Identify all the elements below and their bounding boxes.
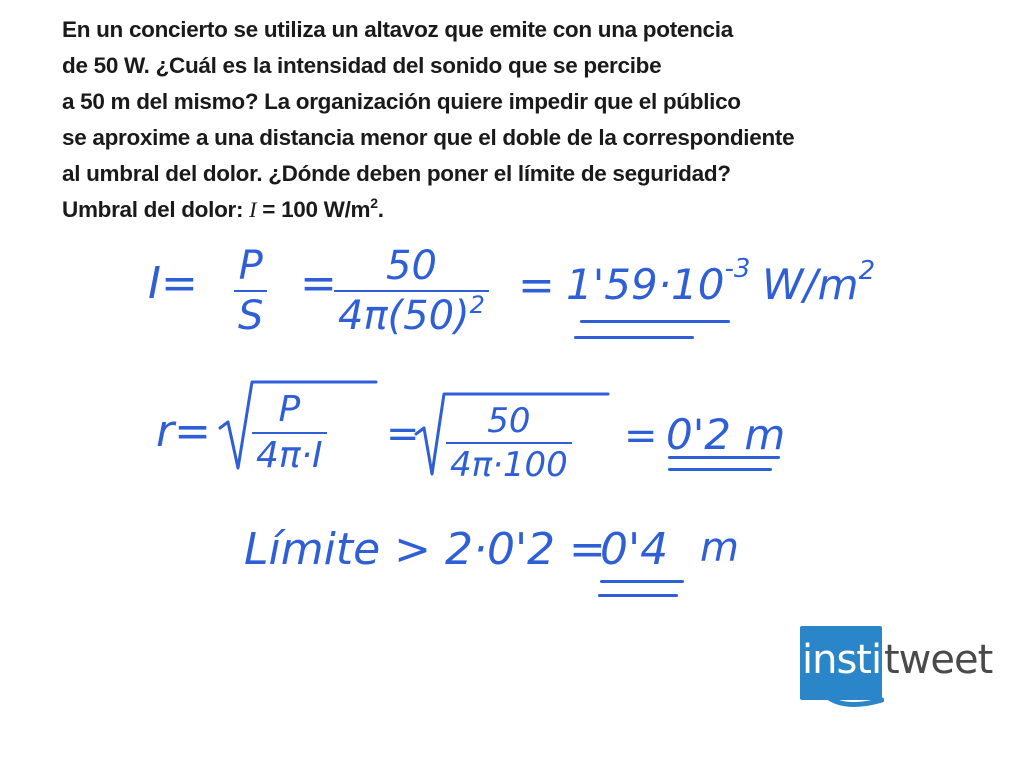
eq1-equals-2: =: [518, 260, 555, 311]
result-underline: [580, 320, 730, 323]
logo-text-insti: insti: [802, 637, 882, 683]
logo-text-tweet: tweet: [884, 637, 993, 683]
problem-line: En un concierto se utiliza un altavoz que emite con una potencia: [62, 17, 733, 42]
result-underline: [668, 468, 772, 471]
eq1-denominator-value: $4\pi(50)^2$: [338, 291, 485, 339]
eq1-fraction-p-over-s: [234, 243, 267, 339]
institweet-logo: [800, 626, 1012, 710]
pain-threshold-value: = 100 W/m: [256, 197, 371, 222]
eq2-denominator: 4π·I: [256, 435, 323, 476]
result-underline: [668, 456, 780, 459]
eq2-fraction-formula: [252, 389, 327, 476]
eq1-equals: =: [300, 258, 337, 309]
problem-line: a 50 m del mismo? La organización quiere impedir que el público: [62, 89, 741, 114]
pain-threshold-line: [62, 192, 982, 230]
eq2-fraction-values: [446, 401, 572, 485]
problem-statement: [62, 12, 982, 230]
eq2-result: 0'2 m: [666, 410, 786, 459]
problem-line: de 50 W. ¿Cuál es la intensidad del sonido que se percibe: [62, 53, 662, 78]
eq2-numerator: P: [278, 389, 301, 430]
eq3-unit: m: [700, 525, 739, 571]
logo-swoosh-icon: [820, 690, 884, 712]
eq1-numerator: P: [238, 243, 263, 289]
eq1-fraction-values: [334, 243, 489, 339]
eq1-numerator-value: 50: [386, 243, 437, 289]
eq2-numerator-value: 50: [487, 401, 531, 441]
eq2-equals-2: =: [624, 413, 658, 459]
result-underline: [600, 580, 684, 583]
result-underline: [598, 594, 678, 597]
eq2-denominator-value: 4π·100: [450, 445, 568, 485]
eq3-text: Límite > 2·0'2 =: [244, 524, 606, 575]
eq1-unit: $W/m^2$: [762, 256, 876, 309]
eq1-denominator: S: [238, 293, 264, 339]
eq2-lhs: r=: [156, 406, 211, 457]
problem-line: al umbral del dolor. ¿Dónde deben poner el límite de seguridad?: [62, 161, 731, 186]
problem-line: se aproxime a una distancia menor que el doble de la correspondiente: [62, 125, 795, 150]
eq3-result: 0'4: [600, 524, 669, 575]
intensity-variable: I: [249, 197, 257, 222]
result-underline: [574, 336, 694, 339]
pain-threshold-label: Umbral del dolor:: [62, 197, 250, 222]
unit-exponent: 2: [370, 195, 378, 211]
eq1-lhs: I=: [148, 258, 198, 309]
eq1-result: $1'59\cdot 10^{-3}$: [566, 254, 751, 309]
eq2-equals: =: [386, 411, 420, 457]
sentence-end: .: [377, 197, 384, 222]
